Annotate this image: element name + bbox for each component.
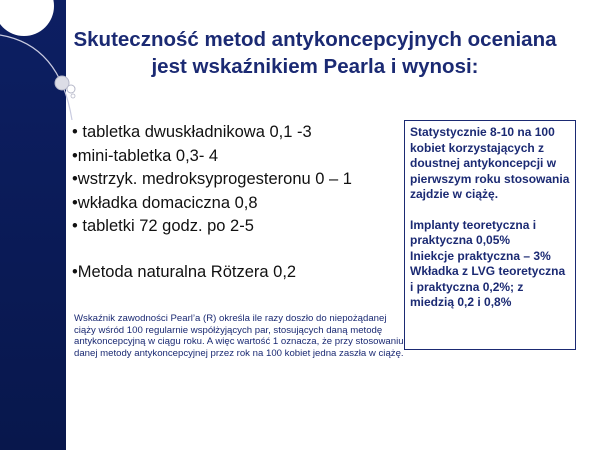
deco-circle-small xyxy=(67,85,75,93)
pearl-index-footnote: Wskaźnik zawodności Pearl’a (R) określa ile razy doszło do niepożądanej ciąży wśród 100 regularnie współżyjących par, stosujących daną metodę antykoncepcyjną w ciągu roku. A więc wartość 1 oznacza, że przy stosowaniu danej metody antykoncepcyjnej przez rok na 100 kobiet jedna zaszła w ciążę. xyxy=(74,313,404,359)
info-box-paragraph-1: Statystycznie 8-10 na 100 kobiet korzystających z doustnej antykoncepcji w pierwszym roku stosowania zajdzie w ciążę. xyxy=(410,125,570,201)
info-box-spacer xyxy=(410,203,570,218)
deco-circle-large xyxy=(0,0,54,36)
slide-title xyxy=(70,26,560,80)
title-line-2: jest wskaźnikiem Pearla i wynosi: xyxy=(151,55,479,78)
deco-circle-tiny xyxy=(71,94,75,98)
list-item: • tabletka dwuskładnikowa 0,1 -3 xyxy=(72,123,312,141)
info-box-iud-lvg: Wkładka z LVG teoretyczna i praktyczna 0,2%; z miedzią 0,2 i 0,8% xyxy=(410,264,566,309)
title-line-1: Skuteczność metod antykoncepcyjnych oceniana xyxy=(73,28,557,51)
list-item: • tabletki 72 godz. po 2-5 xyxy=(72,217,254,235)
list-item: •wkładka domaciczna 0,8 xyxy=(72,193,258,212)
list-item: •mini-tabletka 0,3- 4 xyxy=(72,146,219,165)
list-item: •wstrzyk. medroksyprogesteronu 0 – 1 xyxy=(72,170,352,188)
list-item-natural-method: •Metoda naturalna Rötzera 0,2 xyxy=(72,263,297,281)
info-box-injections: Iniekcje praktyczna – 3% xyxy=(410,248,551,263)
info-box-implants: Implanty teoretyczna i praktyczna 0,05% xyxy=(410,217,537,247)
pearl-index-list xyxy=(72,121,402,239)
statistics-info-box xyxy=(404,120,576,350)
